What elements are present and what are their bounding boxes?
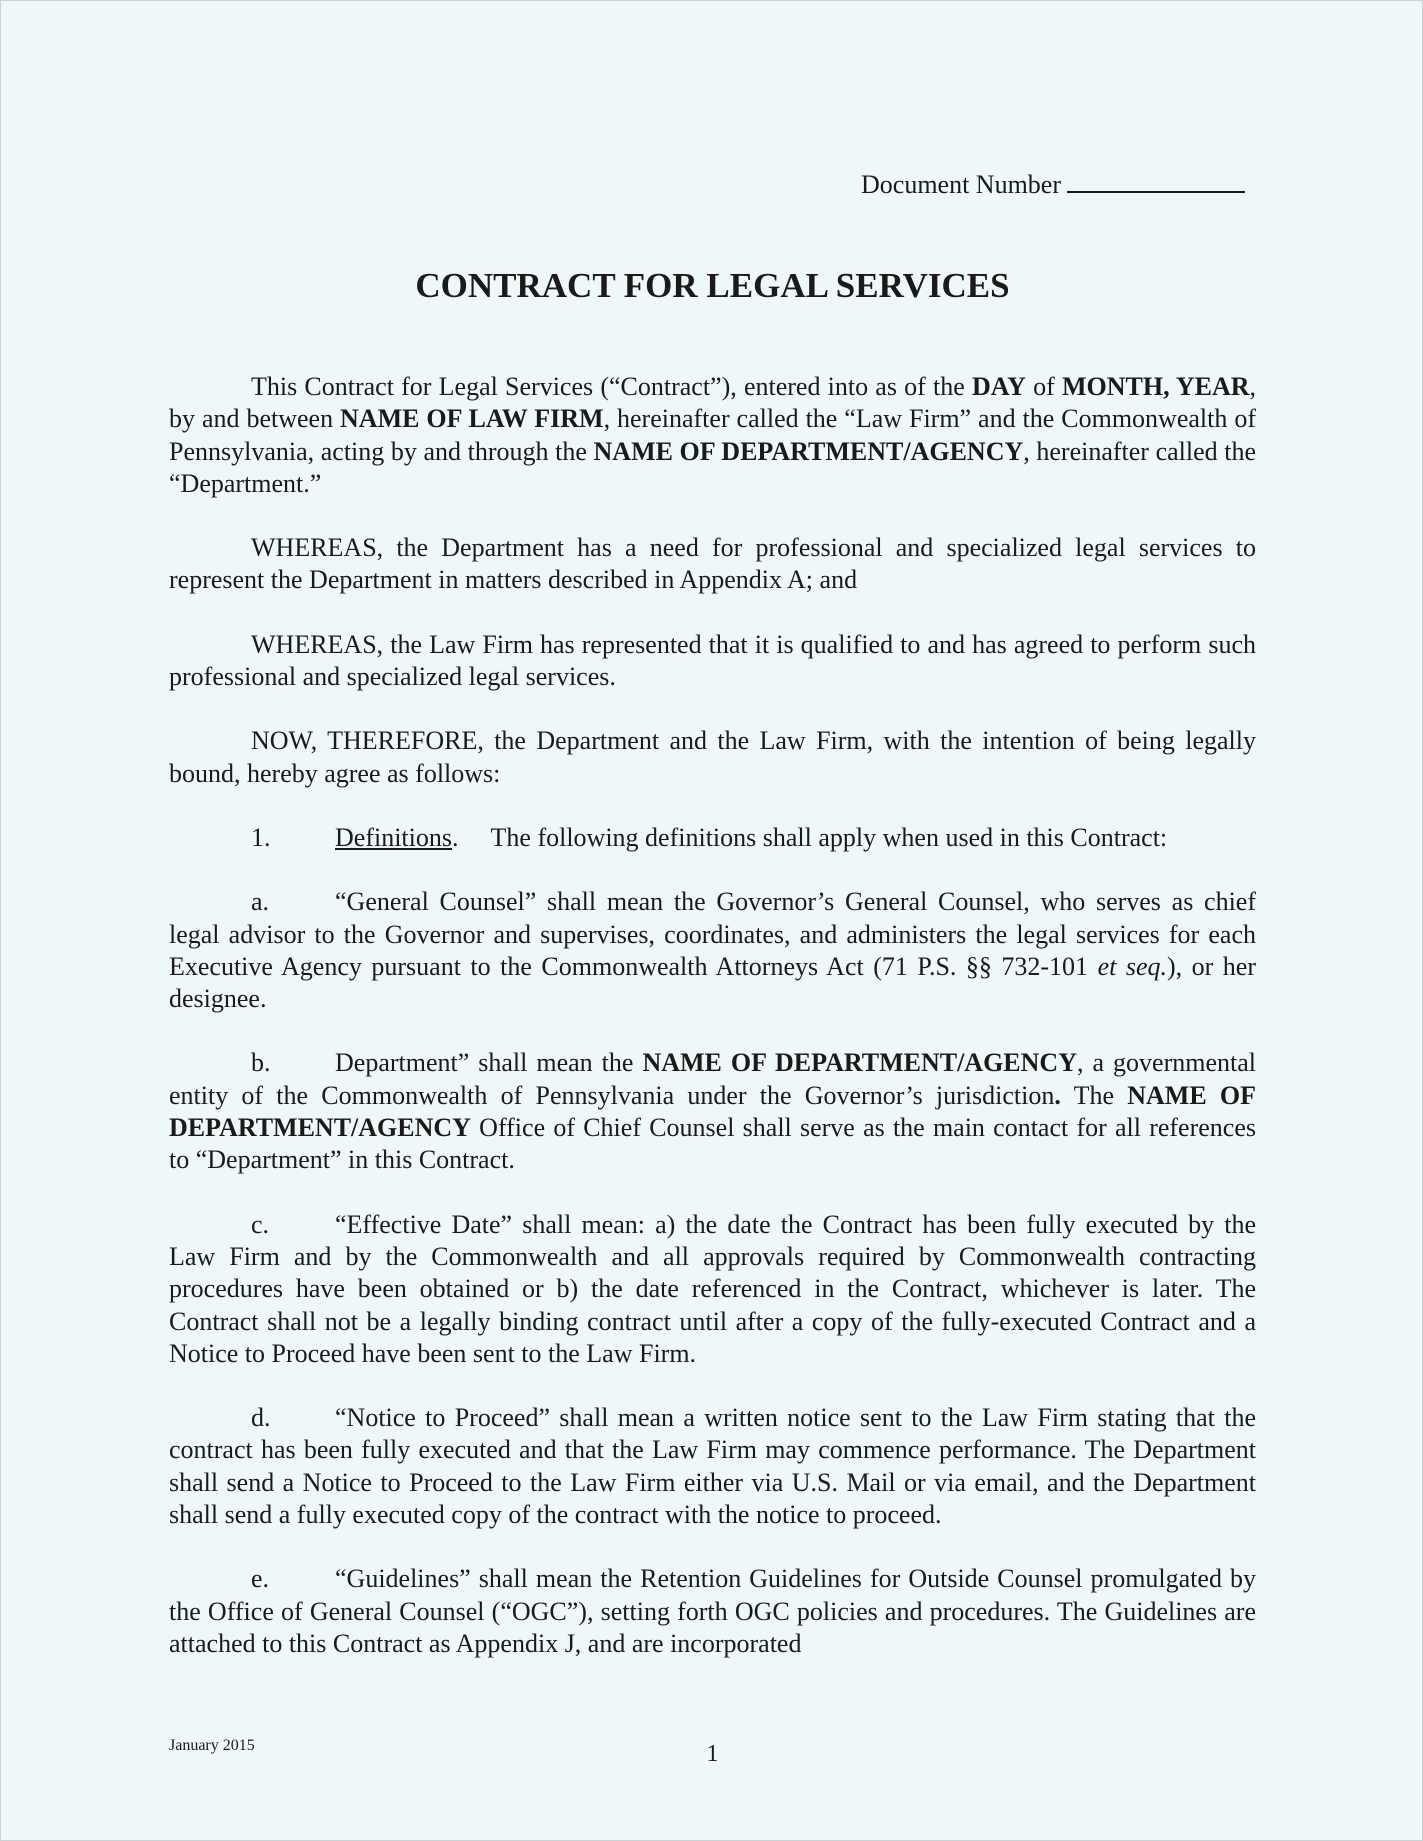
definition-b: [169, 1047, 1256, 1176]
definition-b-department-name: NAME OF DEPARTMENT/AGENCY: [642, 1048, 1077, 1078]
definition-d-text: “Notice to Proceed” shall mean a written notice sent to the Law Firm stating that the contract has been fully executed and that the Law Firm may commence performance. The Department shall send a Notice to Proceed to the Law Firm either via U.S. Mail or via email, and the Department shall send a fully executed copy of the contract with the notice to proceed.: [169, 1403, 1256, 1530]
contract-body: [169, 371, 1256, 1692]
whereas-paragraph-2: WHEREAS, the Law Firm has represented that it is qualified to and has agreed to perform such professional and specialized legal services.: [169, 629, 1256, 692]
definition-a-et-seq: et seq.: [1097, 951, 1167, 981]
footer-date: January 2015: [169, 1737, 255, 1754]
intro-text-4: , hereinafter called the “Law Firm” and the Commonwealth of Pennsylvania, acting by and through the: [169, 404, 1256, 466]
definition-d-label: d.: [251, 1403, 271, 1433]
definition-a-text-1: “General Counsel” shall mean the Governor’s General Counsel, who serves as chief legal advisor to the Governor and supervises, coordinates, and administers the legal services for each Executive Agency pursuant to the Commonwealth Attorneys Act (71 P.S. §§ 732-101: [169, 887, 1256, 981]
definition-e-label: e.: [251, 1564, 270, 1594]
intro-month-year: MONTH, YEAR: [1061, 372, 1250, 401]
definition-e: [169, 1563, 1256, 1660]
intro-text-3: , by and between: [169, 372, 1256, 434]
whereas-paragraph-1: WHEREAS, the Department has a need for professional and specialized legal services to represent the Department in matters described in Appendix A; and: [169, 533, 1256, 595]
definition-b-text-3: The: [1060, 1080, 1128, 1110]
intro-text-5: , hereinafter called the “Department.”: [169, 436, 1257, 498]
definition-a: [169, 886, 1256, 1015]
definition-b-text-4: Office of Chief Counsel shall serve as the main contact for all references to “Department” in this Contract.: [169, 1113, 1256, 1175]
intro-text-1: This Contract for Legal Services (“Contract”), entered into as of the: [251, 372, 972, 401]
intro-text-2: of: [1025, 372, 1062, 401]
page-number: 1: [706, 1741, 719, 1767]
definition-a-label: a.: [251, 887, 270, 917]
definition-b-period: .: [1054, 1080, 1061, 1110]
document-number-blank: [1067, 169, 1245, 193]
section-1-title: Definitions: [335, 822, 452, 852]
definition-c-label: c.: [251, 1209, 270, 1239]
intro-law-firm-name: NAME OF LAW FIRM: [340, 404, 604, 434]
definition-a-text-2: ), or her designee.: [169, 951, 1256, 1014]
section-1-text: . The following definitions shall apply when used in this Contract:: [452, 822, 1168, 852]
therefore-paragraph: NOW, THEREFORE, the Department and the Law Firm, with the intention of being legally bound, hereby agree as follows:: [169, 726, 1256, 788]
definition-c: [169, 1209, 1256, 1370]
intro-paragraph: [169, 371, 1256, 500]
definition-b-department-name-2: NAME OF DEPARTMENT/AGENCY: [169, 1080, 1256, 1143]
definition-e-text: “Guidelines” shall mean the Retention Guidelines for Outside Counsel promulgated by the Office of General Counsel (“OGC”), setting forth OGC policies and procedures. The Guidelines are attached to this Contract as Appendix J, and are incorporated: [169, 1564, 1256, 1658]
section-1-number: 1.: [251, 822, 271, 852]
section-1-heading: [169, 822, 1256, 854]
intro-department-name: NAME OF DEPARTMENT/AGENCY: [593, 436, 1024, 466]
document-number-label: Document Number: [861, 170, 1062, 199]
definition-c-text: “Effective Date” shall mean: a) the date the Contract has been fully executed by the Law Firm and by the Commonwealth and all approvals required by Commonwealth contracting procedures have been obtained or b) the date referenced in the Contract, whichever is later. The Contract shall not be a legally binding contract until after a copy of the fully-executed Contract and a Notice to Proceed have been sent to the Law Firm.: [169, 1209, 1256, 1368]
definition-b-text-2: , a governmental entity of the Commonwealth of Pennsylvania under the Governor’s jurisdiction: [169, 1048, 1256, 1110]
definition-d: [169, 1402, 1256, 1531]
contract-title: CONTRACT FOR LEGAL SERVICES: [415, 266, 1010, 305]
intro-day: DAY: [971, 372, 1026, 401]
definition-b-text-1: Department” shall mean the: [335, 1048, 643, 1078]
definition-b-label: b.: [251, 1048, 271, 1078]
document-number-field: [861, 169, 1245, 201]
